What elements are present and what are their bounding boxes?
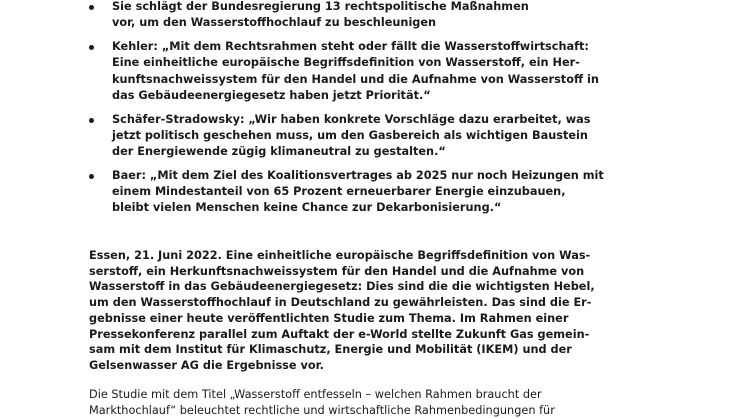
lead-paragraph (89, 248, 595, 374)
key-point-line: einem Mindestanteil von 65 Prozent erneuerbarer Energie einzubauen, (112, 185, 566, 199)
key-point-line: Sie schlägt der Bundesregierung 13 rechtspolitische Maßnahmen (112, 0, 529, 13)
lead-line: Gelsenwasser AG die Ergebnisse vor. (89, 358, 324, 372)
lead-line: Essen, 21. Juni 2022. Eine einheitliche europäische Begriffsdefinition von Was- (89, 249, 591, 262)
body-line: Die Studie mit dem Titel „Wasserstoff entfesseln – welchen Rahmen braucht der (89, 388, 542, 401)
key-point-2 (0, 39, 599, 104)
bullet-icon (89, 45, 94, 50)
bullet-icon (89, 174, 94, 179)
body-line: Markthochlauf“ beleuchtet rechtliche und wirtschaftliche Rahmenbedingungen für (89, 403, 555, 417)
key-point-line: vor, um den Wasserstoffhochlauf zu beschleunigen (112, 16, 437, 30)
key-point-line: das Gebäudeenergiegesetz haben jetzt Priorität.“ (112, 88, 431, 102)
key-point-3 (0, 112, 591, 161)
key-point-line: Schäfer-Stradowsky: „Wir haben konkrete Vorschläge dazu erarbeitet, was (112, 112, 591, 126)
key-point-1 (0, 0, 572, 32)
lead-line: Pressekonferenz parallel zum Auftakt der e-World stellte Zukunft Gas gemein- (89, 327, 590, 341)
key-point-line: der Energiewende zügig klimaneutral zu gestalten.“ (112, 145, 446, 159)
key-point-line: Eine einheitliche europäische Begriffsdefinition von Wasserstoff, ein Her- (112, 56, 580, 70)
lead-line: serstoff, ein Herkunftsnachweissystem für den Handel und die Aufnahme von (89, 264, 585, 278)
key-point-line: Baer: „Mit dem Ziel des Koalitionsvertrages ab 2025 nur noch Heizungen mit (112, 168, 604, 182)
bullet-icon (89, 5, 94, 10)
key-point-line: jetzt politisch geschehen muss, um den Gasbereich als wichtigen Baustein (112, 128, 588, 142)
key-points-list (0, 0, 604, 224)
bullet-icon (89, 118, 94, 123)
key-point-line: kunftsnachweissystem für den Handel und die Aufnahme von Wasserstoff in (112, 72, 599, 86)
body-paragraph (89, 387, 574, 418)
key-point-line: Kehler: „Mit dem Rechtsrahmen steht oder fällt die Wasserstoffwirtschaft: (112, 39, 589, 53)
key-point-line: bleibt vielen Menschen keine Chance zur Dekarbonisierung.“ (112, 201, 502, 215)
lead-line: um den Wasserstoffhochlauf in Deutschland zu gewährleisten. Das sind die Er- (89, 296, 592, 310)
lead-line: gebnisse einer heute veröffentlichten Studie zum Thema. Im Rahmen einer (89, 311, 569, 325)
lead-line: sam mit dem Institut für Klimaschutz, Energie und Mobilität (IKEM) und der (89, 343, 572, 357)
key-point-4 (0, 168, 604, 217)
lead-line: Wasserstoff in das Gebäudeenergiegesetz: Dies sind die die wichtigsten Hebel, (89, 280, 595, 294)
